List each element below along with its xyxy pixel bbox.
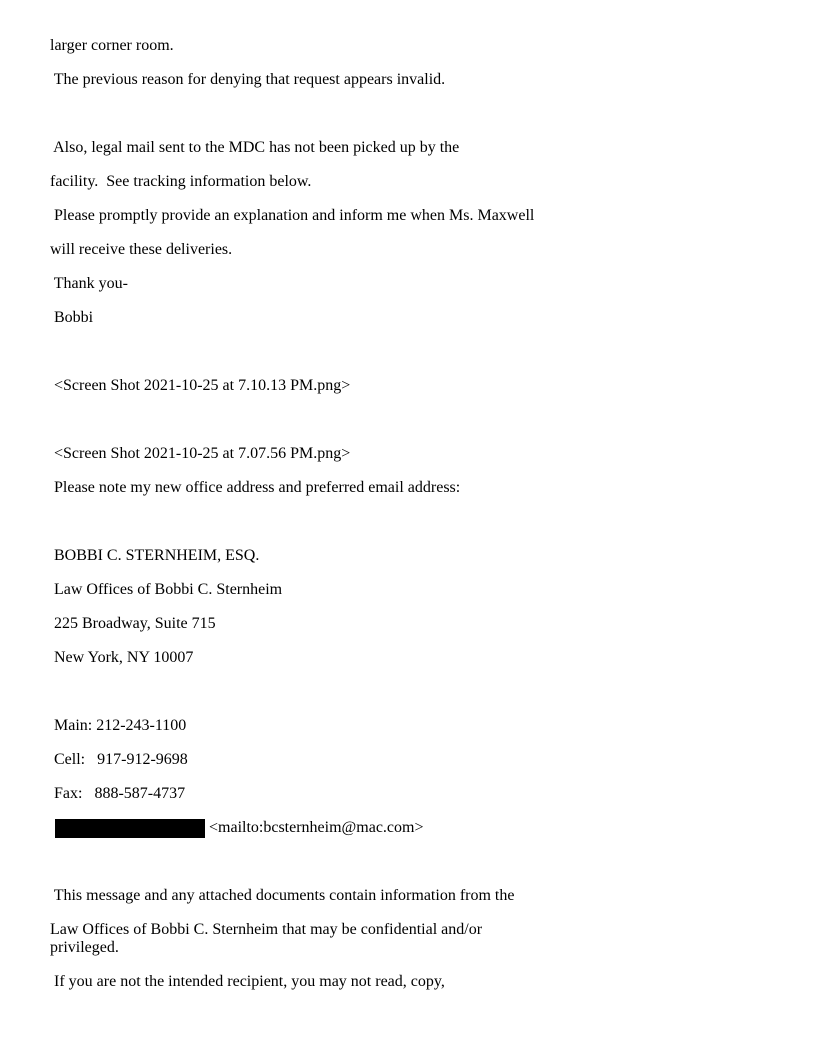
signature-fax: Fax: 888-587-4737	[50, 785, 186, 802]
body-line: Also, legal mail sent to the MDC has not been picked up by the	[50, 139, 460, 156]
body-line: The previous reason for denying that request appears invalid.	[50, 71, 446, 88]
attachment-placeholder: <Screen Shot 2021-10-25 at 7.10.13 PM.png>	[50, 377, 351, 394]
body-line: Please note my new office address and preferred email address:	[50, 479, 461, 496]
body-line: will receive these deliveries.	[50, 241, 233, 258]
signature-cell-phone: Cell: 917-912-9698	[50, 751, 188, 768]
disclaimer-line: This message and any attached documents contain information from the	[50, 887, 515, 904]
signature-firm: Law Offices of Bobbi C. Sternheim	[50, 581, 283, 598]
signature-name: BOBBI C. STERNHEIM, ESQ.	[50, 547, 260, 564]
disclaimer-line: If you are not the intended recipient, you may not read, copy,	[50, 973, 445, 990]
body-line: facility. See tracking information below.	[50, 173, 312, 190]
disclaimer-line: privileged.	[50, 939, 119, 956]
signature-city: New York, NY 10007	[50, 649, 194, 666]
sender-name: Bobbi	[50, 309, 94, 326]
signature-street: 225 Broadway, Suite 715	[50, 615, 216, 632]
signature-main-phone: Main: 212-243-1100	[50, 717, 187, 734]
attachment-placeholder: <Screen Shot 2021-10-25 at 7.07.56 PM.png>	[50, 445, 351, 462]
body-line: larger corner room.	[50, 37, 174, 54]
body-line: Please promptly provide an explanation and inform me when Ms. Maxwell	[50, 207, 535, 224]
mailto-link[interactable]: <mailto:bcsternheim@mac.com>	[209, 819, 424, 836]
redaction-box	[55, 819, 205, 838]
closing: Thank you-	[50, 275, 128, 292]
disclaimer-line: Law Offices of Bobbi C. Sternheim that may be confidential and/or	[50, 921, 483, 938]
